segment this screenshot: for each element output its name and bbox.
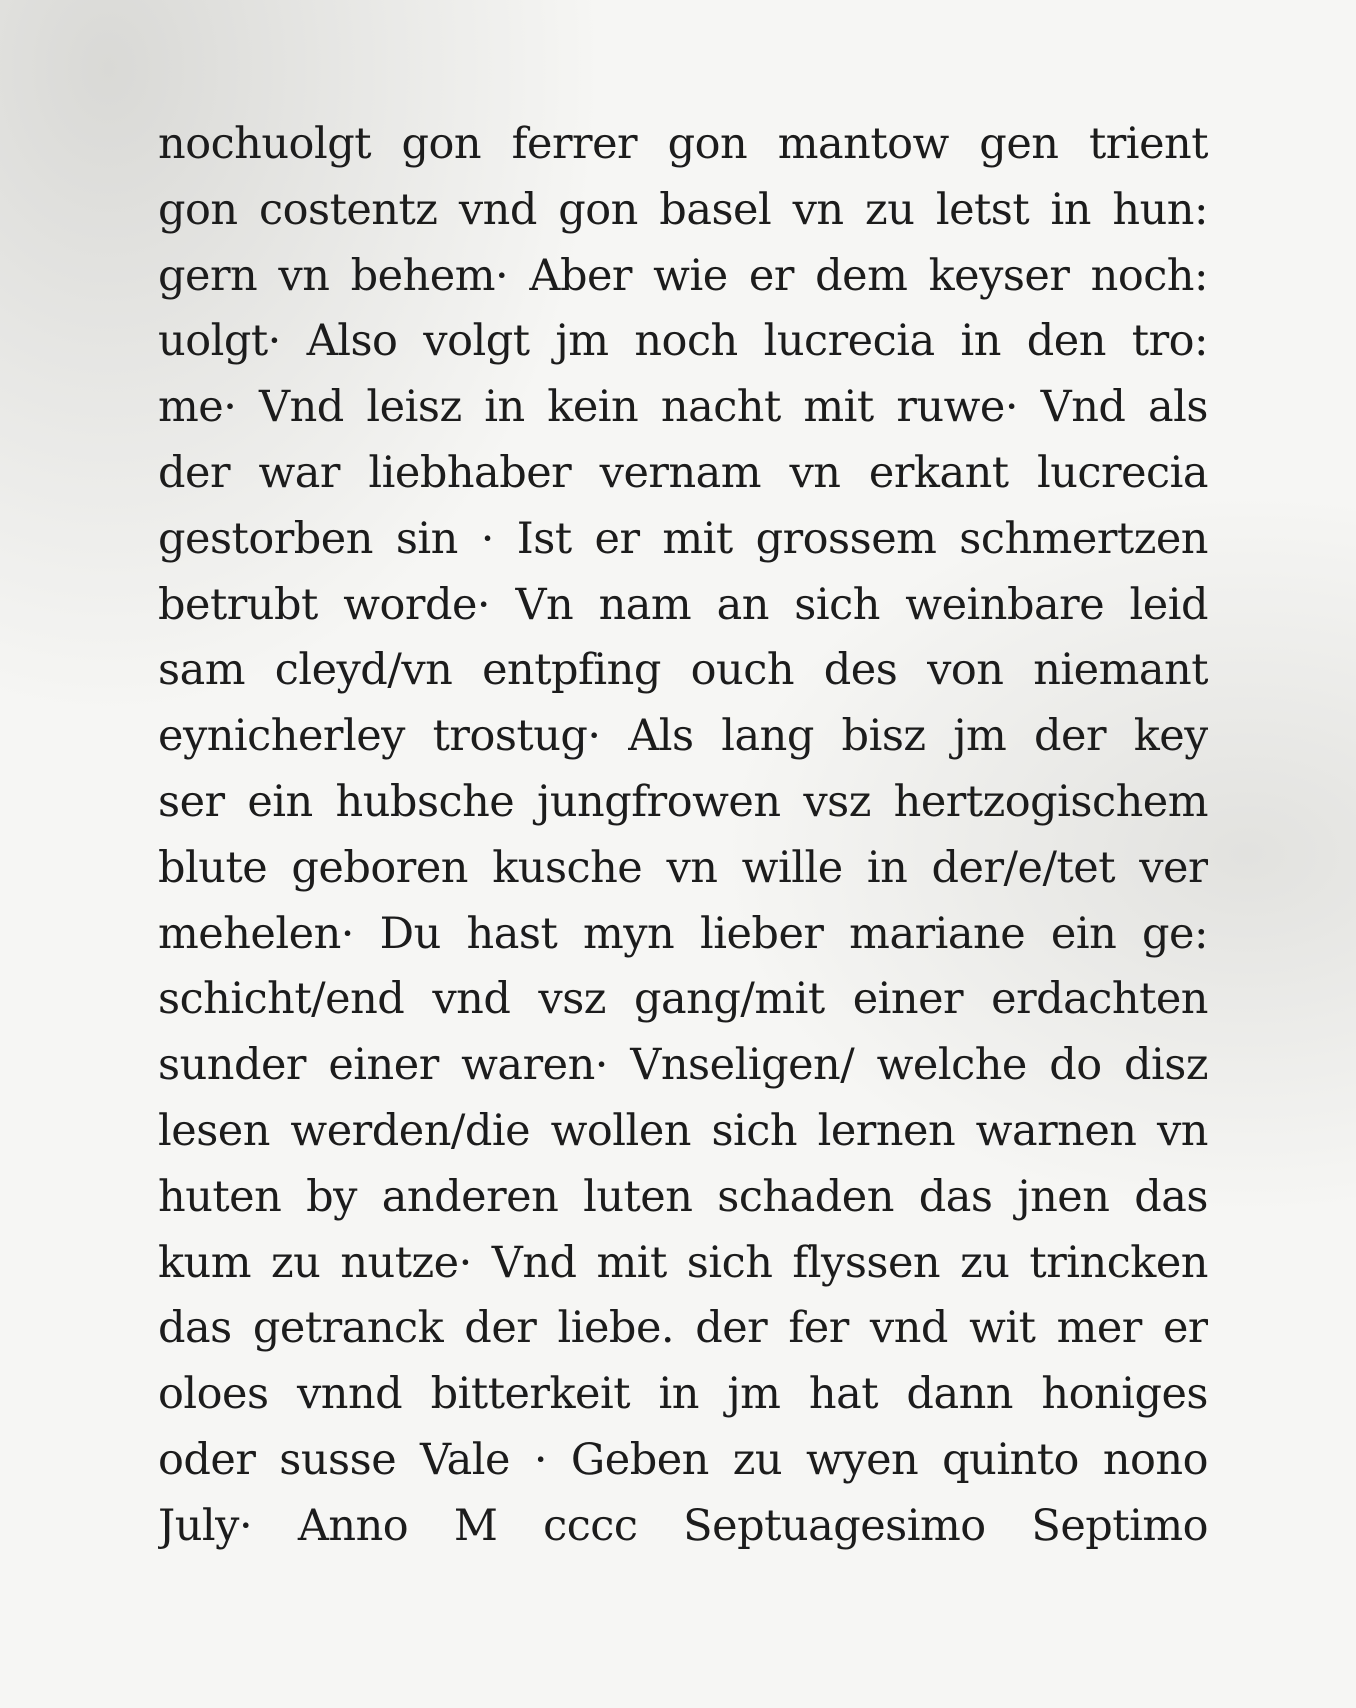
text-line: betrubt worde· Vn nam an sich weinbare leid [158,579,1208,630]
text-line: eynicherley trostug· Als lang bisz jm der key [158,711,1208,762]
text-line: kum zu nutze· Vnd mit sich flyssen zu trincken [158,1237,1208,1288]
text-line: me· Vnd leisz in kein nacht mit ruwe· Vnd als [158,382,1208,433]
text-line: uolgt· Also volgt jm noch lucrecia in den tro: [158,316,1208,367]
text-line: nochuolgt gon ferrer gon mantow gen trient [158,119,1208,169]
text-line: oloes vnnd bitterkeit in jm hat dann honiges [158,1369,1208,1420]
text-line: ser ein hubsche jungfrowen vsz hertzogischem [158,776,1208,827]
text-line: lesen werden/die wollen sich lernen warnen vn [158,1105,1208,1156]
text-line: schicht/end vnd vsz gang/mit einer erdachten [158,974,1208,1025]
text-line: gon costentz vnd gon basel vn zu letst in hun: [158,184,1208,235]
text-line: oder susse Vale · Geben zu wyen quinto nono [158,1434,1208,1485]
text-line: blute geboren kusche vn wille in der/e/tet ver [158,842,1208,893]
text-line: huten by anderen luten schaden das jnen das [158,1171,1208,1222]
text-line: sunder einer waren· Vnseligen/ welche do disz [158,1040,1208,1091]
text-line: der war liebhaber vernam vn erkant lucrecia [158,447,1208,498]
text-line: sam cleyd/vn entpfing ouch des von niemant [158,645,1208,696]
text-line: mehelen· Du hast myn lieber mariane ein ge: [158,908,1208,959]
text-line: July· Anno M cccc Septuagesimo Septimo [158,1500,1208,1551]
text-line: gern vn behem· Aber wie er dem keyser noch: [158,250,1208,301]
text-line: gestorben sin · Ist er mit grossem schmertzen [158,513,1208,564]
text-line: das getranck der liebe. der fer vnd wit mer er [158,1303,1208,1354]
text-block [158,112,1208,1560]
